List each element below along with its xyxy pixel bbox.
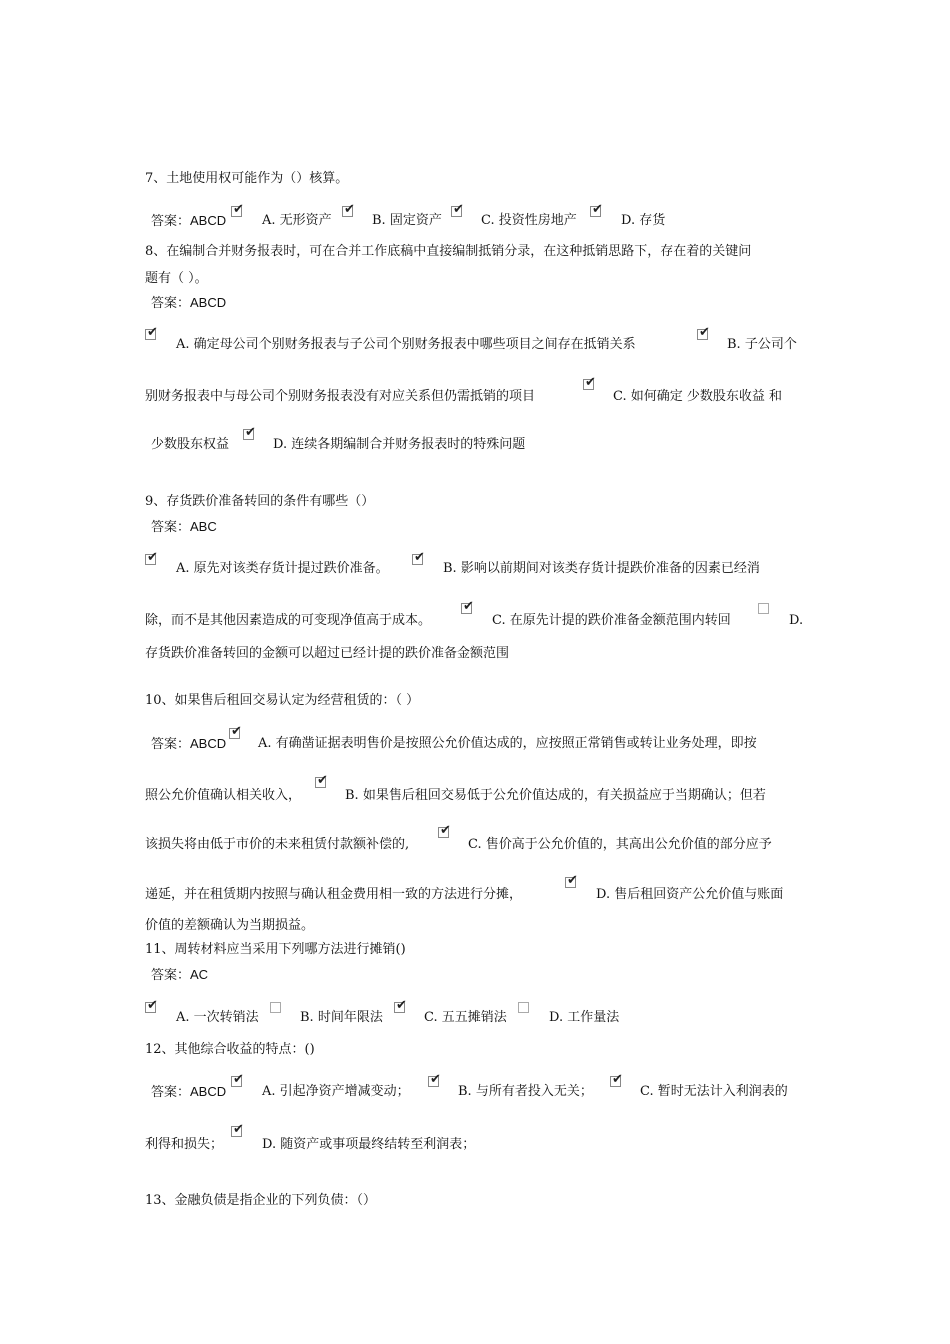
q9-option-c: C. 在原先计提的跌价准备金额范围内转回: [492, 613, 731, 628]
q9-option-d-end: 存货跌价准备转回的金额可以超过已经计提的跌价准备金额范围: [145, 646, 510, 661]
q11-option-a: A. 一次转销法: [176, 1010, 259, 1025]
q9-option-d-start: D.: [789, 613, 804, 628]
q8-answer: 答案：ABCD: [151, 295, 227, 310]
checkbox-checked-icon[interactable]: ✔: [430, 1072, 441, 1087]
checkbox-checked-icon[interactable]: ✔: [233, 1072, 244, 1087]
checkbox-checked-icon[interactable]: ✔: [396, 998, 407, 1013]
q11-answer: 答案：AC: [151, 967, 209, 982]
checkbox-unchecked-icon[interactable]: [518, 1002, 529, 1013]
q8-option-b-end: 别财务报表中与母公司个别财务报表没有对应关系但仍需抵销的项目: [145, 389, 536, 404]
q10-option-a-start: A. 有确凿证据表明售价是按照公允价值达成的，应按照正常销售或转让业务处理，即按: [258, 736, 757, 751]
q9-answer: 答案：ABC: [151, 519, 217, 534]
q9-option-b-end: 除，而不是其他因素造成的可变现净值高于成本。: [145, 613, 432, 628]
q12-option-c-start: C. 暂时无法计入利润表的: [640, 1084, 788, 1099]
q8-option-d: D. 连续各期编制合并财务报表时的特殊问题: [273, 437, 526, 452]
checkbox-checked-icon[interactable]: ✔: [147, 550, 158, 565]
checkbox-checked-icon[interactable]: ✔: [699, 325, 710, 340]
q7-question: 7、土地使用权可能作为（）核算。: [145, 171, 349, 186]
q10-option-b-start: B. 如果售后租回交易低于公允价值达成的，有关损益应于当期确认；但若: [345, 788, 766, 803]
q11-option-d: D. 工作量法: [549, 1010, 620, 1025]
q12-option-c-end: 利得和损失；: [145, 1137, 224, 1152]
q7-option-c: C. 投资性房地产: [481, 213, 577, 228]
q10-option-c-end: 递延，并在租赁期内按照与确认租金费用相一致的方法进行分摊，: [145, 887, 523, 902]
q10-option-c-start: C. 售价高于公允价值的，其高出公允价值的部分应予: [468, 837, 772, 852]
q8-option-b-start: B. 子公司个: [727, 337, 797, 352]
checkbox-checked-icon[interactable]: ✔: [414, 550, 425, 565]
checkbox-checked-icon[interactable]: ✔: [147, 998, 158, 1013]
q7-answer: 答案：ABCD: [151, 213, 227, 228]
checkbox-checked-icon[interactable]: ✔: [344, 202, 355, 217]
q10-answer: 答案：ABCD: [151, 736, 227, 751]
q7-option-a: A. 无形资产: [262, 213, 332, 228]
q10-option-b-end: 该损失将由低于市价的未来租赁付款额补偿的,: [145, 837, 410, 852]
checkbox-checked-icon[interactable]: ✔: [453, 202, 464, 217]
q8-option-c-start: C. 如何确定 少数股东收益 和: [613, 389, 783, 404]
q12-answer: 答案：ABCD: [151, 1084, 227, 1099]
q12-question: 12、其他综合收益的特点：(): [145, 1042, 315, 1057]
checkbox-checked-icon[interactable]: ✔: [231, 724, 242, 739]
checkbox-checked-icon[interactable]: ✔: [233, 1122, 244, 1137]
checkbox-checked-icon[interactable]: ✔: [585, 375, 596, 390]
q10-option-d-end: 价值的差额确认为当期损益。: [145, 918, 315, 933]
q7-option-b: B. 固定资产: [372, 213, 442, 228]
q7-option-d: D. 存货: [621, 213, 666, 228]
q8-option-a: A. 确定母公司个别财务报表与子公司个别财务报表中哪些项目之间存在抵销关系: [176, 337, 636, 352]
q10-option-a-end: 照公允价值确认相关收入，: [145, 788, 302, 803]
q11-option-b: B. 时间年限法: [300, 1010, 383, 1025]
q12-option-d: D. 随资产或事项最终结转至利润表；: [262, 1137, 476, 1152]
q12-option-a: A. 引起净资产增减变动；: [262, 1084, 410, 1099]
checkbox-checked-icon[interactable]: ✔: [463, 599, 474, 614]
q8-option-c-end: 少数股东权益: [151, 437, 230, 452]
checkbox-checked-icon[interactable]: ✔: [245, 425, 256, 440]
checkbox-unchecked-icon[interactable]: [270, 1002, 281, 1013]
q10-option-d-start: D. 售后租回资产公允价值与账面: [596, 887, 784, 902]
q9-option-a: A. 原先对该类存货计提过跌价准备。: [176, 561, 389, 576]
q9-option-b-start: B. 影响以前期间对该类存货计提跌价准备的因素已经消: [443, 561, 760, 576]
q8-question-line1: 8、在编制合并财务报表时，可在合并工作底稿中直接编制抵销分录，在这种抵销思路下，存在着的关键问: [145, 244, 752, 259]
checkbox-checked-icon[interactable]: ✔: [567, 873, 578, 888]
checkbox-checked-icon[interactable]: ✔: [317, 773, 328, 788]
checkbox-checked-icon[interactable]: ✔: [612, 1072, 623, 1087]
q11-option-c: C. 五五摊销法: [424, 1010, 507, 1025]
q8-question-line2: 题有（ ）。: [145, 271, 208, 286]
checkbox-checked-icon[interactable]: ✔: [233, 202, 244, 217]
q12-option-b: B. 与所有者投入无关；: [458, 1084, 593, 1099]
checkbox-checked-icon[interactable]: ✔: [592, 202, 603, 217]
q9-question: 9、存货跌价准备转回的条件有哪些（）: [145, 494, 375, 509]
q11-question: 11、周转材料应当采用下列哪方法进行摊销(): [145, 942, 406, 957]
q13-question: 13、金融负债是指企业的下列负债：（）: [145, 1193, 377, 1208]
checkbox-checked-icon[interactable]: ✔: [147, 325, 158, 340]
checkbox-unchecked-icon[interactable]: [758, 603, 769, 614]
checkbox-checked-icon[interactable]: ✔: [440, 823, 451, 838]
q10-question: 10、如果售后租回交易认定为经营租赁的：（ ）: [145, 693, 420, 708]
